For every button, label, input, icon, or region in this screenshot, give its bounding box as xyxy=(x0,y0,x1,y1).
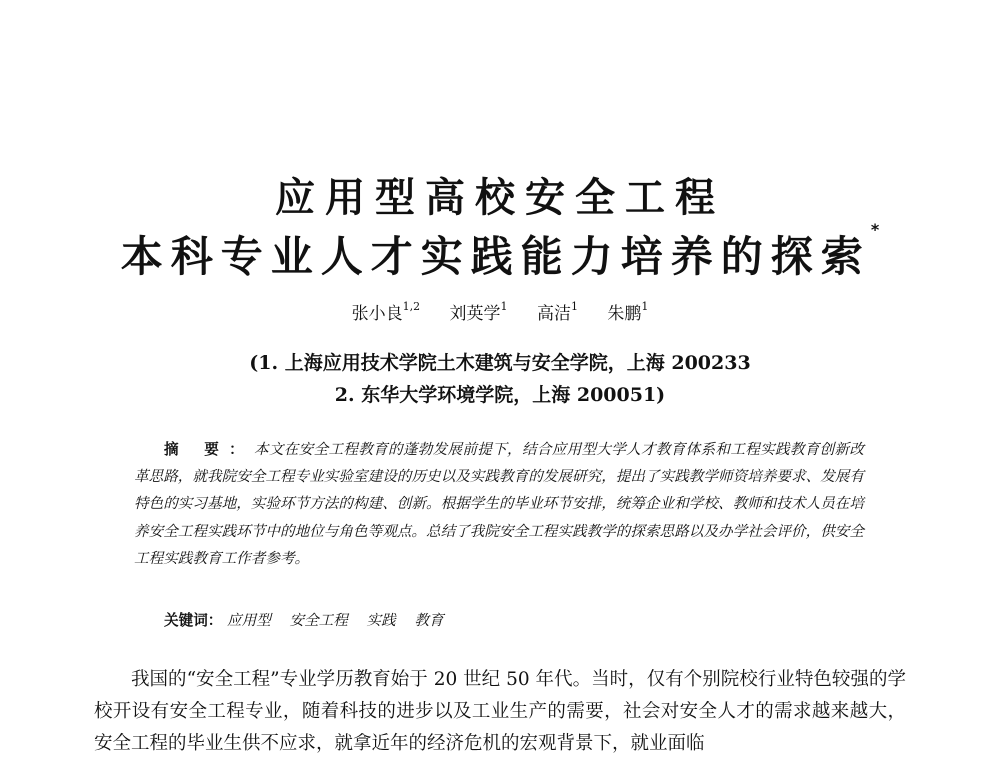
author-affiliation-mark: 1,2 xyxy=(402,300,421,314)
author-name: 刘英学 xyxy=(449,304,501,324)
author-affiliation-mark: 1 xyxy=(570,300,578,314)
abstract-label: 摘 要： xyxy=(164,441,255,458)
keyword: 实践 xyxy=(366,612,396,629)
author-name: 朱鹏 xyxy=(607,304,642,324)
author-affiliation-mark: 1 xyxy=(500,300,508,314)
abstract-text: 本文在安全工程教育的蓬勃发展前提下，结合应用型大学人才教育体系和工程实践教育创新改革思路，就我院安全工程专业实验室建设的历史以及实践教育的发展研究，提出了实践教学师资培养要求、发展有特色的实习基地，实验环节方法的构建、创新。根据学生的毕业环节安排，统筹企业和学校、教师和技术人员在培养安全工程实践环节中的地位与角色等观点。总结了我院安全工程实践教学的探索思路以及办学社会评价，供安全工程实践教育工作者参考。 xyxy=(134,441,864,567)
author-name: 张小良 xyxy=(351,304,403,324)
affiliation-line-2: 2. 东华大学环境学院，上海 200051) xyxy=(334,384,666,406)
title-line-2 xyxy=(0,220,1000,284)
author xyxy=(352,299,421,324)
keyword: 教育 xyxy=(414,612,444,629)
keyword: 应用型 xyxy=(227,612,271,629)
author-list xyxy=(0,299,1000,324)
keywords xyxy=(164,609,458,630)
affiliation-line-1: (1. 上海应用技术学院土木建筑与安全学院，上海 200233 xyxy=(249,352,751,374)
author xyxy=(537,299,578,324)
title-footnote-mark: * xyxy=(870,220,880,239)
abstract xyxy=(134,436,864,572)
title-line-2-text: 本科专业人才实践能力培养的探索 xyxy=(120,232,871,281)
author xyxy=(607,299,648,324)
keywords-label: 关键词： xyxy=(164,612,223,629)
keyword: 安全工程 xyxy=(289,612,348,629)
author-affiliation-mark: 1 xyxy=(641,300,649,314)
author-name: 高洁 xyxy=(536,304,571,324)
title-line-1: 应用型高校安全工程 xyxy=(275,175,725,221)
author xyxy=(450,299,508,324)
body-paragraph: 我国的“安全工程”专业学历教育始于 20 世纪 50 年代。当时，仅有个别院校行业特色较强的学校开设有安全工程专业，随着科技的进步以及工业生产的需要，社会对安全人才的需求越来越大，安全工程的毕业生供不应求，就拿近年的经济危机的宏观背景下，就业面临 xyxy=(94,669,906,754)
